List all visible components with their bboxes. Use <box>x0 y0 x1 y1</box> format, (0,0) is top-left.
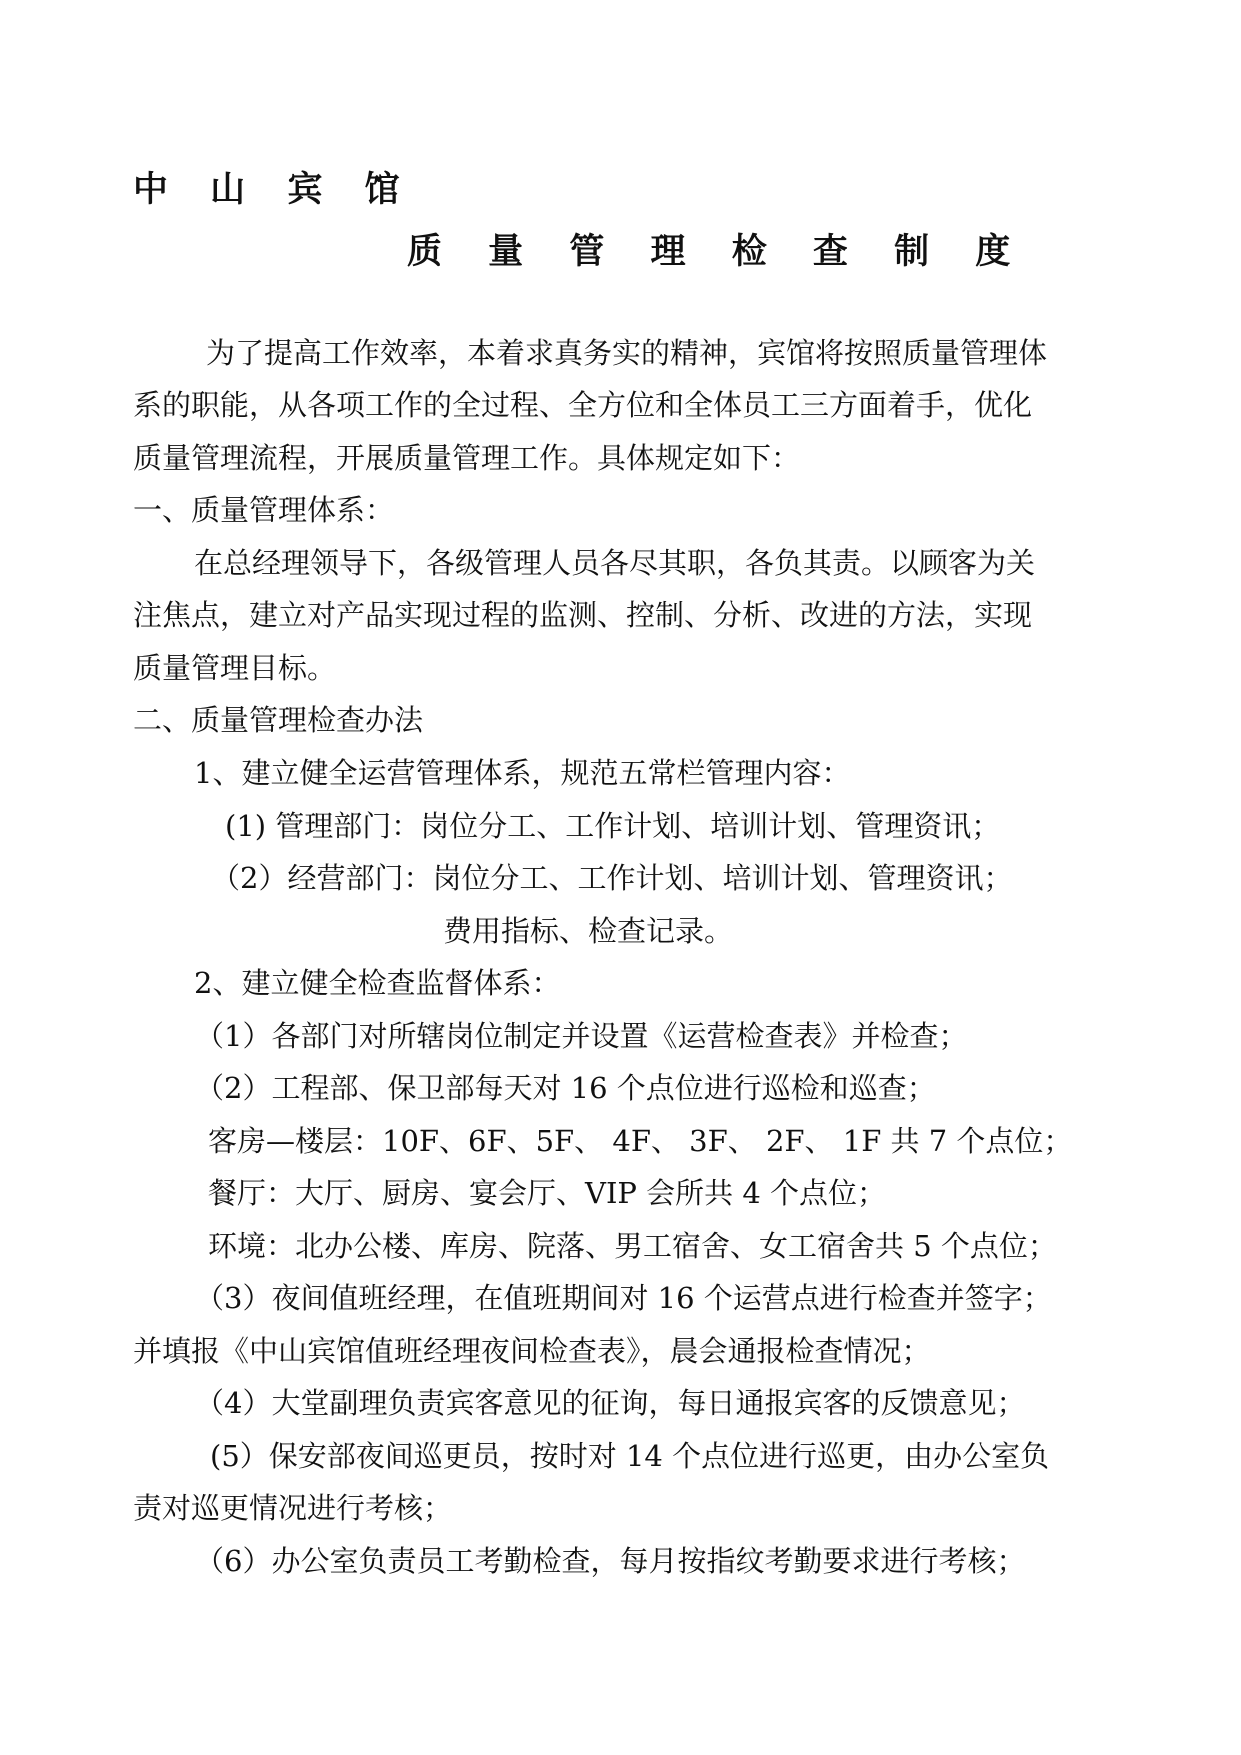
item-1-sub-2-continued: 费用指标、检查记录。 <box>443 914 734 948</box>
item-1-title: 1、建立健全运营管理体系，规范五常栏管理内容： <box>194 756 851 790</box>
section-1-line-2: 注焦点，建立对产品实现过程的监测、控制、分析、改进的方法，实现 <box>133 598 1033 632</box>
item-2-point-3-continued: 并填报《中山宾馆值班经理夜间检查表》，晨会通报检查情况； <box>133 1334 931 1368</box>
item-1-sub-2: （2）经营部门：岗位分工、工作计划、培训计划、管理资讯； <box>211 861 1013 895</box>
intro-line-1: 为了提高工作效率，本着求真务实的精神，宾馆将按照质量管理体 <box>206 336 1048 370</box>
item-2-title: 2、建立健全检查监督体系： <box>194 966 561 1000</box>
document-title: 质 量 管 理 检 查 制 度 <box>407 231 1028 272</box>
organization-name: 中 山 宾 馆 <box>133 169 415 210</box>
intro-line-3: 质量管理流程，开展质量管理工作。具体规定如下： <box>133 441 801 475</box>
item-2-point-4: （4）大堂副理负责宾客意见的征询，每日通报宾客的反馈意见； <box>195 1386 1026 1420</box>
intro-line-2: 系的职能，从各项工作的全过程、全方位和全体员工三方面着手，优化 <box>133 388 1033 422</box>
item-2-point-1: （1）各部门对所辖岗位制定并设置《运营检查表》并检查； <box>195 1019 968 1053</box>
environment-checkpoints: 环境：北办公楼、库房、院落、男工宿舍、女工宿舍共 5 个点位； <box>208 1229 1057 1263</box>
item-1-sub-1: (1) 管理部门：岗位分工、工作计划、培训计划、管理资讯； <box>225 809 1001 843</box>
section-1-line-1: 在总经理领导下，各级管理人员各尽其职，各负其责。以顾客为关 <box>194 546 1036 580</box>
item-2-point-5-continued: 责对巡更情况进行考核； <box>133 1491 453 1525</box>
dining-checkpoints: 餐厅：大厅、厨房、宴会厅、VIP 会所共 4 个点位； <box>208 1176 887 1210</box>
item-2-point-2: （2）工程部、保卫部每天对 16 个点位进行巡检和巡查； <box>195 1071 936 1105</box>
section-2-heading: 二、质量管理检查办法 <box>133 703 424 737</box>
section-1-line-3: 质量管理目标。 <box>133 651 337 685</box>
item-2-point-5: (5）保安部夜间巡更员，按时对 14 个点位进行巡更，由办公室负 <box>210 1439 1050 1473</box>
item-2-point-3: （3）夜间值班经理，在值班期间对 16 个运营点进行检查并签字； <box>195 1281 1052 1315</box>
section-1-heading: 一、质量管理体系： <box>133 493 395 527</box>
rooms-checkpoints: 客房—楼层：10F、6F、5F、 4F、 3F、 2F、 1F 共 7 个点位； <box>208 1124 1073 1158</box>
item-2-point-6: （6）办公室负责员工考勤检查，每月按指纹考勤要求进行考核； <box>195 1544 1026 1578</box>
